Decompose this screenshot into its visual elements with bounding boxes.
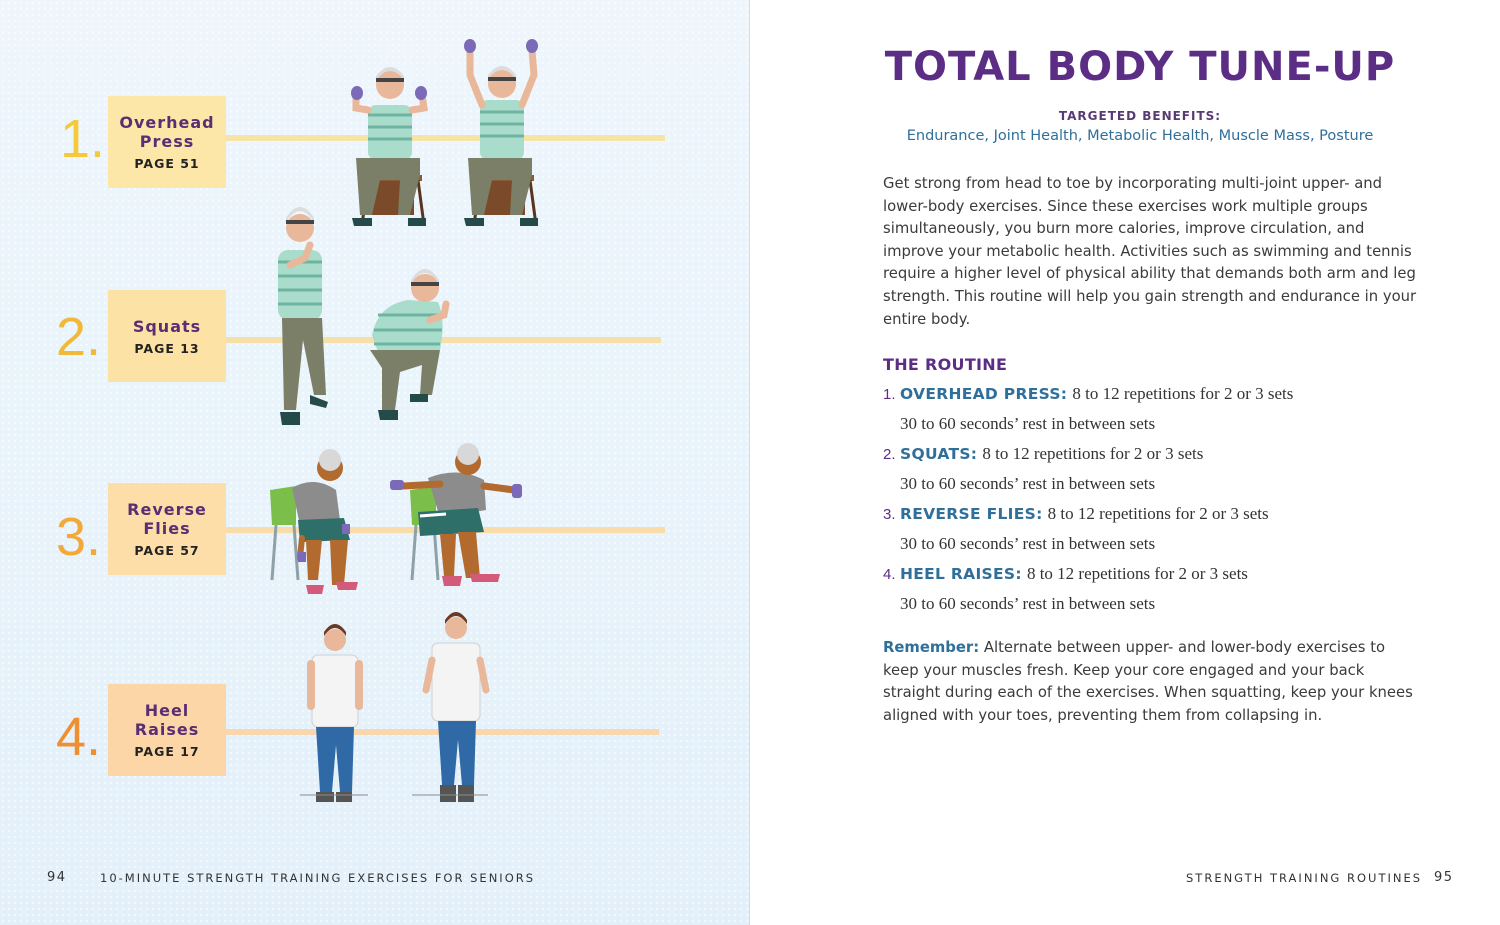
routine-line — [900, 564, 1248, 584]
page-title: TOTAL BODY TUNE-UP — [884, 44, 1396, 90]
page-gutter — [749, 0, 750, 925]
exercise-card[interactable] — [108, 684, 226, 776]
exercise-bar — [226, 135, 665, 141]
routine-line — [900, 444, 1203, 464]
routine-exercise-name: OVERHEAD PRESS: — [900, 385, 1068, 403]
left-page-number: 94 — [47, 870, 67, 885]
left-page — [0, 0, 749, 925]
routine-rest: 30 to 60 seconds’ rest in between sets — [900, 474, 1156, 493]
exercise-card[interactable] — [108, 483, 226, 575]
standing-squat-figure — [370, 269, 446, 420]
exercise-number: 3. — [56, 507, 102, 567]
exercise-page-ref: PAGE 13 — [134, 340, 200, 356]
book-title-footer: 10-MINUTE STRENGTH TRAINING EXERCISES FOR SENIORS — [100, 871, 536, 885]
exercise-bar — [226, 729, 659, 735]
heel-raise-figure — [300, 624, 368, 802]
routine-item-reverse-flies — [883, 504, 1443, 564]
remember-label: Remember: — [883, 639, 980, 656]
seated-reverse-fly-figure — [270, 449, 358, 594]
routine-number: 1. — [883, 386, 896, 403]
routine-line — [900, 384, 1293, 404]
remember-note — [883, 637, 1423, 727]
routine-reps: 8 to 12 repetitions for 2 or 3 sets — [1047, 504, 1269, 523]
exercise-bar — [226, 527, 665, 533]
exercise-page-ref: PAGE 57 — [134, 543, 200, 558]
routine-number: 3. — [883, 506, 896, 523]
routine-item-overhead-press — [883, 384, 1443, 444]
exercise-name: Squats — [132, 316, 202, 336]
routine-heading: THE ROUTINE — [883, 355, 1008, 374]
routine-exercise-name: HEEL RAISES: — [900, 565, 1022, 583]
routine-line — [900, 504, 1269, 524]
exercise-page-ref: PAGE 51 — [134, 156, 200, 171]
routine-rest: 30 to 60 seconds’ rest in between sets — [900, 414, 1156, 433]
exercise-name: Overhead Press — [119, 113, 215, 151]
exercise-bar — [226, 337, 661, 343]
exercise-card[interactable] — [108, 290, 226, 382]
routine-item-squats — [883, 444, 1443, 504]
benefits-list: Endurance, Joint Health, Metabolic Health, Muscle Mass, Posture — [906, 128, 1374, 144]
heel-raise-figure — [412, 612, 488, 802]
benefits-label: TARGETED BENEFITS: — [1058, 109, 1222, 123]
exercise-number: 4. — [56, 707, 102, 767]
exercise-name: Reverse Flies — [127, 500, 207, 538]
seated-reverse-fly-figure — [390, 443, 522, 586]
routine-rest: 30 to 60 seconds’ rest in between sets — [900, 534, 1156, 553]
standing-squat-figure — [278, 207, 328, 425]
exercise-name: Heel Raises — [134, 701, 200, 739]
exercise-number: 1. — [60, 109, 106, 169]
exercise-card[interactable] — [108, 96, 226, 188]
remember-text: Alternate between upper- and lower-body exercises to keep your muscles fresh. Keep your core engaged and your back straight during each of the exercises. When squatting, keep your knees aligned with your toes, preventing them from collapsing in. — [883, 639, 1413, 724]
routine-reps: 8 to 12 repetitions for 2 or 3 sets — [1072, 384, 1294, 403]
routine-number: 2. — [883, 446, 896, 463]
exercise-page-ref: PAGE 17 — [134, 744, 200, 759]
routine-item-heel-raises — [883, 564, 1443, 624]
right-page-number: 95 — [1434, 870, 1454, 885]
routine-exercise-name: SQUATS: — [900, 445, 978, 463]
routine-exercise-name: REVERSE FLIES: — [900, 505, 1043, 523]
intro-paragraph: Get strong from head to toe by incorporating multi-joint upper- and lower-body exercises. Since these exercises work multiple groups simultaneously, you burn more calories, improve circulation, and improve your metabolic health. Activities such as swimming and tennis require a higher level of physical ability that demands both arm and leg strength. This routine will help you gain strength and endurance in your entire body. — [883, 175, 1417, 328]
seated-overhead-press-figure — [351, 67, 427, 226]
routine-number: 4. — [883, 566, 896, 583]
routine-list — [883, 384, 1443, 624]
seated-overhead-press-figure — [464, 39, 538, 226]
routine-reps: 8 to 12 repetitions for 2 or 3 sets — [982, 444, 1204, 463]
section-title-footer: STRENGTH TRAINING ROUTINES — [1186, 871, 1423, 885]
routine-reps: 8 to 12 repetitions for 2 or 3 sets — [1026, 564, 1248, 583]
exercise-number: 2. — [56, 307, 102, 367]
routine-rest: 30 to 60 seconds’ rest in between sets — [900, 594, 1156, 613]
